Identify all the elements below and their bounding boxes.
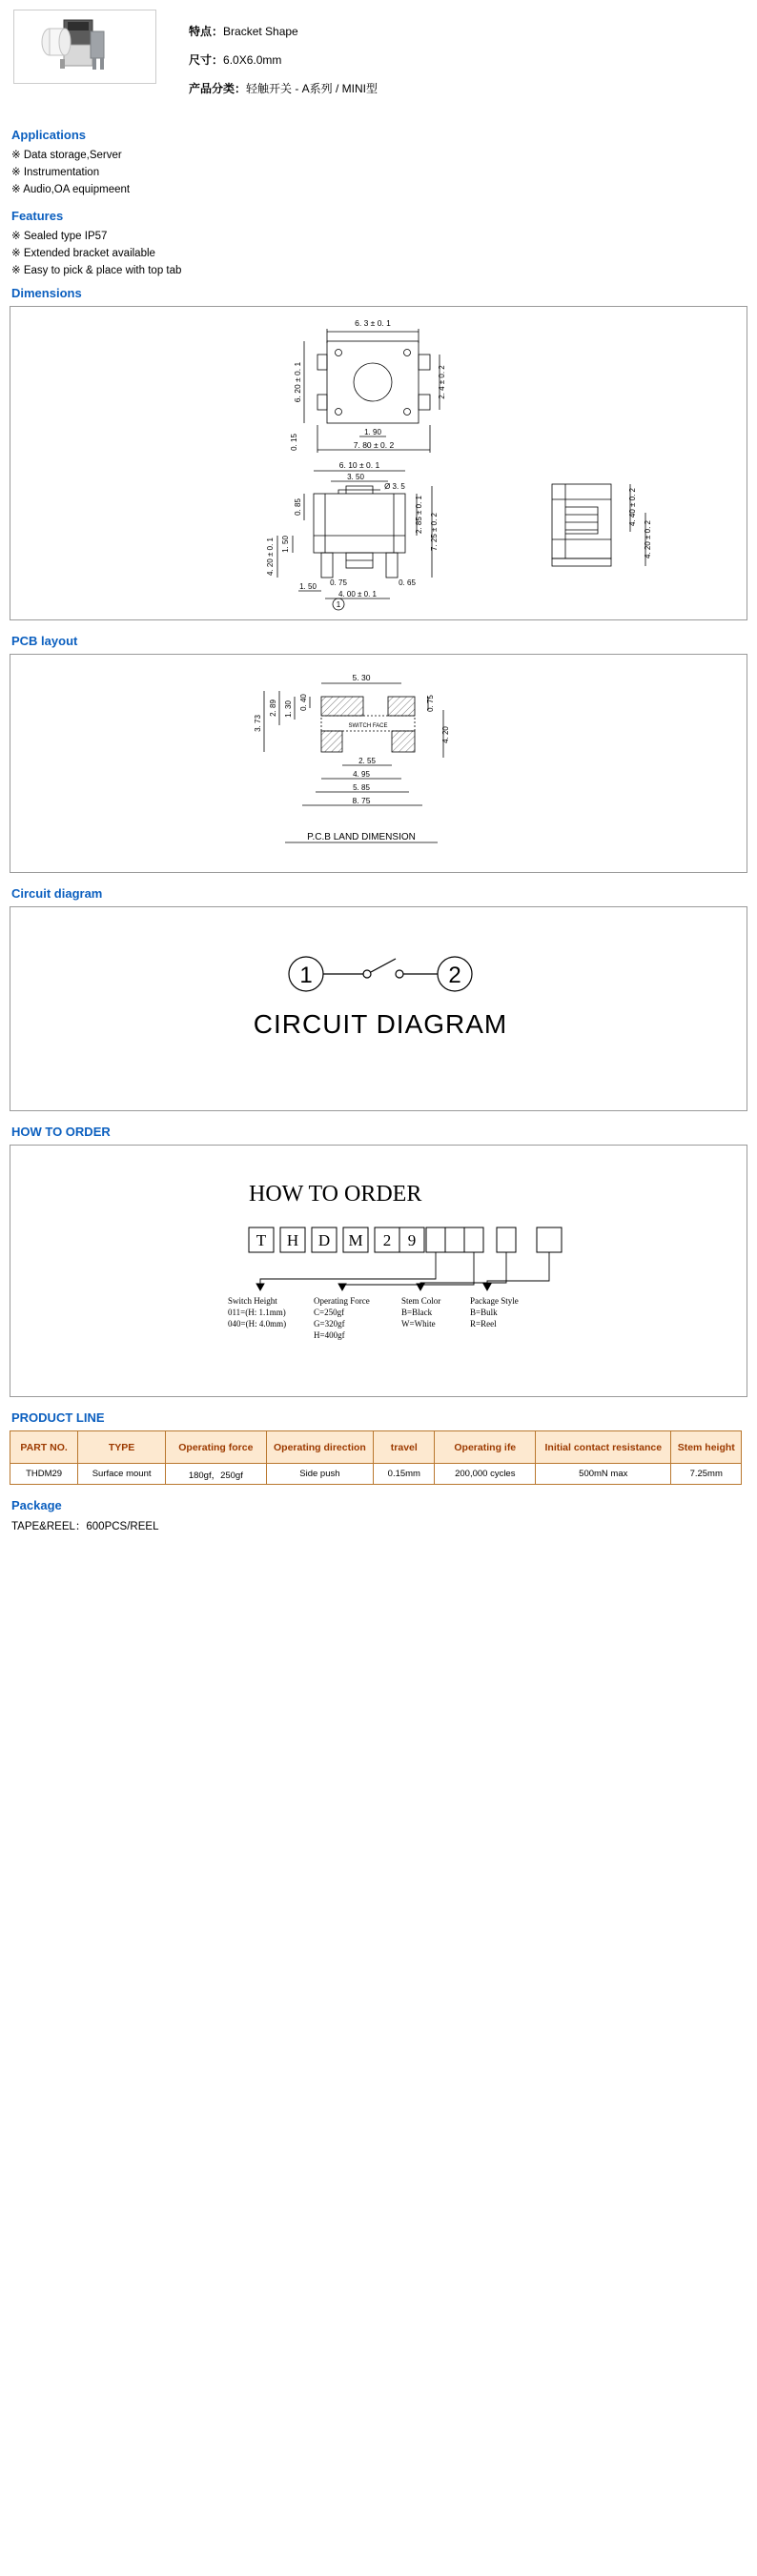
legend-head: Package Style: [470, 1296, 519, 1306]
table-header-row: [10, 1431, 742, 1464]
dim-side-a: 4. 40 ± 0. 2: [628, 488, 637, 526]
dim-front-right-b: 7. 25 ± 0. 2: [430, 513, 439, 551]
dim-front-top: 6. 10 ± 0. 1: [338, 460, 380, 470]
legend-line: B=Black: [401, 1308, 433, 1317]
spec-feature-label: 特点：: [189, 25, 224, 38]
pcb-dim-l4: 3. 73: [254, 715, 262, 732]
legend-line: C=250gf: [314, 1308, 345, 1317]
legend-head: Operating Force: [314, 1296, 370, 1306]
list-item: ※ Extended bracket available: [11, 248, 155, 259]
legend-line: H=400gf: [314, 1330, 345, 1340]
pcb-dim-l1: 0. 40: [299, 694, 308, 711]
legend-head: Switch Height: [228, 1296, 277, 1306]
product-line-title: PRODUCT LINE: [11, 1410, 105, 1425]
legend-line: W=White: [401, 1319, 436, 1329]
spec-size-label: 尺寸：: [189, 53, 224, 67]
dim-front-right-a: 2. 85 ± 0. 1: [415, 496, 423, 534]
how-to-order-drawing: [10, 1145, 747, 1397]
dim-bottom-small: 1. 90: [364, 428, 381, 436]
pcb-dim-top: 5. 30: [352, 673, 371, 682]
spec-category-label: 产品分类：: [189, 82, 247, 95]
pcb-dim-b2: 4. 95: [353, 770, 370, 779]
spec-feature-value: Bracket Shape: [223, 25, 298, 38]
pcb-dim-b1: 2. 55: [358, 757, 376, 765]
product-header: [8, 0, 749, 114]
dim-front-bottom-c: 4. 00 ± 0. 1: [338, 590, 377, 598]
dim-front-bottom-d: 0. 65: [399, 578, 416, 587]
spec-category: [189, 80, 378, 96]
pcb-dim-b4: 8. 75: [352, 796, 371, 805]
order-code-char: 2: [382, 1231, 392, 1249]
how-to-order-title: HOW TO ORDER: [11, 1125, 111, 1139]
dim-top-width: 6. 3 ± 0. 1: [355, 318, 391, 328]
dimensions-drawing: [10, 306, 747, 620]
dim-front-inner: 3. 50: [347, 473, 364, 481]
header-spec-list: [189, 10, 378, 109]
spec-size: [189, 51, 378, 68]
cell-type: Surface mount: [78, 1464, 166, 1485]
legend-head: Stem Color: [401, 1296, 441, 1306]
circuit-drawing: [10, 906, 747, 1111]
col-stem-height: Stem height: [671, 1431, 742, 1464]
cell-travel: 0.15mm: [374, 1464, 435, 1485]
col-travel: travel: [374, 1431, 435, 1464]
dim-right: 2. 4 ± 0. 2: [438, 365, 446, 399]
applications-list: [11, 148, 749, 195]
order-heading: HOW TO ORDER: [249, 1182, 422, 1207]
col-type: TYPE: [78, 1431, 166, 1464]
package-note: TAPE&REEL：600PCS/REEL: [11, 1521, 159, 1532]
cell-part-no: THDM29: [10, 1464, 78, 1485]
order-code-char: H: [286, 1231, 299, 1249]
col-operating-force: Operating force: [166, 1431, 267, 1464]
dim-side-b: 4. 20 ± 0. 2: [644, 520, 652, 558]
cell-operating-force: 180gf，250gf: [166, 1464, 267, 1485]
list-item: ※ Sealed type IP57: [11, 231, 108, 242]
legend-line: 040=(H: 4.0mm): [228, 1319, 287, 1329]
legend-line: B=Bulk: [470, 1308, 498, 1317]
spec-feature: [189, 23, 378, 39]
col-part-no: PART NO.: [10, 1431, 78, 1464]
list-item: ※ Data storage,Server: [11, 150, 122, 161]
order-code-char: M: [348, 1231, 363, 1249]
cell-stem-height: 7.25mm: [671, 1464, 742, 1485]
features-title: Features: [11, 209, 64, 223]
dim-left-height: 6. 20 ± 0. 1: [293, 361, 302, 403]
order-code-char: T: [256, 1231, 267, 1249]
dim-front-left-a: 0. 85: [294, 498, 302, 516]
pcb-dim-r2: 4. 20: [441, 726, 450, 743]
circuit-pin-right: 2: [448, 963, 461, 988]
col-operating-life: Operating ife: [435, 1431, 536, 1464]
dim-front-left-c: 4. 20 ± 0. 1: [266, 538, 275, 576]
dim-front-bottom-a: 1. 50: [299, 582, 317, 591]
package-title: Package: [11, 1498, 62, 1512]
dim-front-bottom-b: 0. 75: [330, 578, 347, 587]
cell-operating-direction: Side push: [266, 1464, 374, 1485]
pcb-dim-l3: 2. 89: [269, 700, 277, 717]
pcb-dim-b3: 5. 85: [353, 783, 370, 792]
cell-initial-contact-resistance: 500mN max: [536, 1464, 671, 1485]
circuit-title: Circuit diagram: [11, 886, 103, 901]
product-line-table: [10, 1430, 742, 1485]
legend-line: R=Reel: [470, 1319, 497, 1329]
spec-category-value: 轻触开关 - A系列 / MINI型: [246, 82, 378, 95]
pcb-dim-l2: 1. 30: [284, 700, 293, 718]
legend-line: 011=(H: 1.1mm): [228, 1308, 286, 1317]
list-item: ※ Instrumentation: [11, 167, 100, 178]
pcb-layout-title: PCB layout: [11, 634, 78, 648]
applications-title: Applications: [11, 128, 87, 142]
order-code-char: 9: [407, 1231, 417, 1249]
col-initial-contact-resistance: Initial contact resistance: [536, 1431, 671, 1464]
circuit-pin-left: 1: [299, 963, 313, 988]
product-photo: [13, 10, 156, 84]
spec-size-value: 6.0X6.0mm: [223, 53, 282, 67]
cell-operating-life: 200,000 cycles: [435, 1464, 536, 1485]
pcb-dim-r1: 0. 75: [426, 695, 435, 712]
col-operating-direction: Operating direction: [266, 1431, 374, 1464]
order-code-char: D: [317, 1231, 331, 1249]
dim-front-left-b: 1. 50: [281, 536, 290, 553]
legend-line: G=320gf: [314, 1319, 345, 1329]
dimensions-title: Dimensions: [11, 286, 82, 300]
pcb-layout-drawing: [10, 654, 747, 873]
dim-left-small: 0. 15: [290, 434, 298, 451]
dim-bottom-main: 7. 80 ± 0. 2: [353, 440, 395, 450]
dim-phi: Ø 3. 5: [384, 482, 405, 491]
pcb-caption: P.C.B LAND DIMENSION: [307, 832, 416, 842]
list-item: ※ Audio,OA equipmeent: [11, 184, 131, 195]
features-list: [11, 229, 749, 276]
circuit-caption: CIRCUIT DIAGRAM: [253, 1009, 508, 1039]
list-item: ※ Easy to pick & place with top tab: [11, 265, 182, 276]
table-row: [10, 1464, 742, 1485]
pcb-center-label: SWITCH FACE: [348, 723, 388, 729]
pin-number-label: 1: [336, 600, 341, 609]
